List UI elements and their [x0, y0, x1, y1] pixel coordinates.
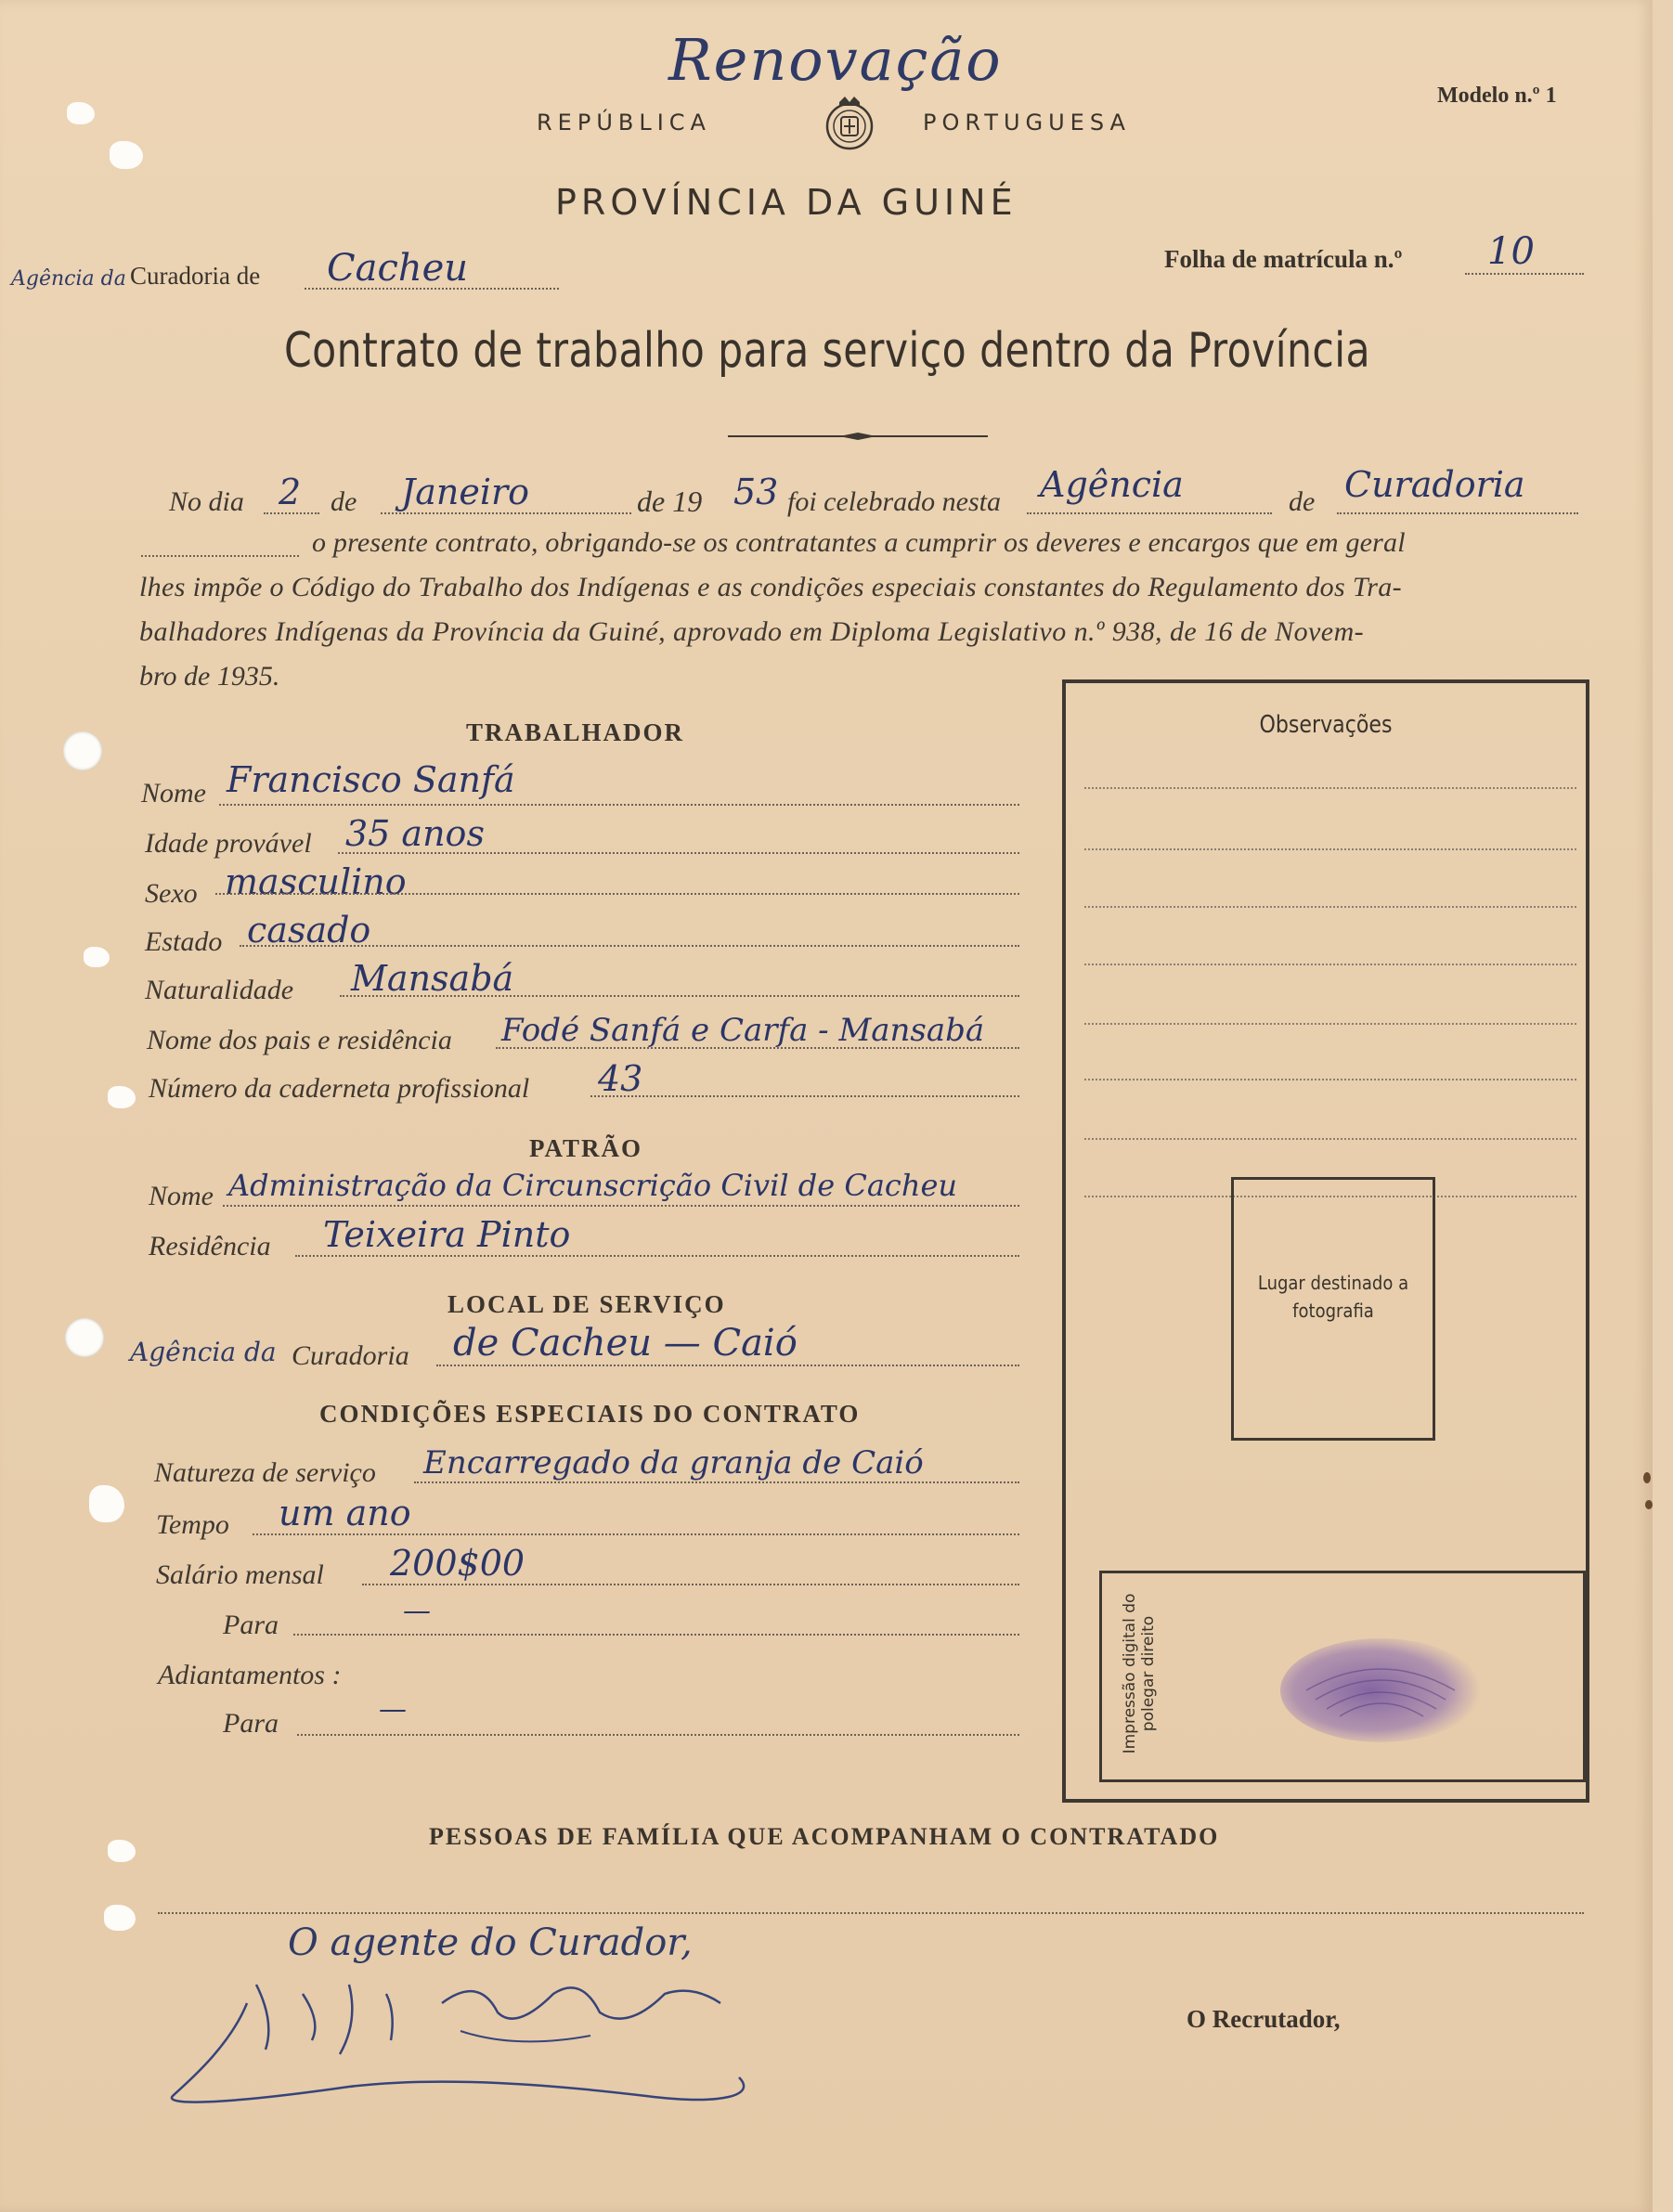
handwritten-signature [163, 1966, 850, 2115]
coat-of-arms-icon [821, 93, 878, 154]
paper-speck [1643, 1472, 1651, 1483]
republic-left-text: REPÚBLICA [537, 110, 711, 136]
field-label: Nome [149, 1181, 214, 1211]
paper-tear [110, 141, 143, 169]
intro-de-year: de 19 [637, 485, 703, 518]
paper-tear [108, 1086, 136, 1108]
field-label: Adiantamentos : [158, 1660, 342, 1690]
intro-line5: bro de 1935. [139, 661, 280, 692]
agent-signature-caption: O agente do Curador, [288, 1921, 693, 1964]
field-value: 43 [598, 1058, 643, 1099]
intro-place: Agência [1040, 464, 1184, 505]
field-value: — [379, 1693, 407, 1726]
field-label: Tempo [156, 1509, 229, 1540]
punch-hole [63, 731, 102, 770]
province-title: PROVÍNCIA DA GUINÉ [555, 182, 1018, 223]
thumbprint-box [1099, 1571, 1586, 1782]
field-label: Naturalidade [145, 975, 294, 1005]
field-value: casado [247, 910, 371, 951]
field-label: Idade provável [145, 828, 312, 859]
intro-place2: Curadoria [1344, 464, 1525, 505]
curadoria-value: Cacheu [327, 247, 469, 290]
intro-celebrado: foi celebrado nesta [787, 486, 1001, 517]
paper-tear [108, 1840, 136, 1862]
local-value: de Cacheu — Caió [453, 1322, 798, 1365]
field-value: masculino [225, 861, 407, 902]
title-ornament [728, 429, 988, 438]
field-label: Estado [145, 926, 223, 957]
field-label: Natureza de serviço [154, 1457, 376, 1488]
condicoes-heading: CONDIÇÕES ESPECIAIS DO CONTRATO [319, 1400, 861, 1428]
intro-de1: de [331, 486, 357, 517]
paper-speck [1645, 1500, 1653, 1509]
folha-value: 10 [1487, 230, 1535, 273]
curadoria-label: Curadoria de [130, 262, 261, 290]
paper-tear [84, 947, 110, 967]
familia-heading: PESSOAS DE FAMÍLIA QUE ACOMPANHAM O CONTRATADO [429, 1823, 1220, 1850]
photo-box [1231, 1177, 1435, 1441]
photo-label: Lugar destinado a fotografia [1257, 1272, 1409, 1322]
folha-label: Folha de matrícula n.º [1164, 245, 1403, 273]
field-label: Residência [149, 1231, 271, 1261]
field-value: Mansabá [351, 958, 514, 999]
local-prefix-hand: Agência da [130, 1337, 277, 1367]
field-label: Para [223, 1610, 279, 1640]
thumbprint-mark [1278, 1629, 1501, 1750]
field-label: Número da caderneta profissional [149, 1073, 530, 1104]
local-label: Curadoria [292, 1340, 409, 1371]
field-value: 200$00 [390, 1543, 525, 1584]
intro-month: Janeiro [401, 472, 530, 512]
paper-tear [89, 1485, 124, 1522]
observacoes-box [1062, 679, 1589, 1803]
intro-line3: lhes impõe o Código do Trabalho dos Indígenas e as condições especiais constantes do Regulamento dos Tra- [139, 572, 1402, 602]
model-number: Modelo n.º 1 [1437, 84, 1557, 108]
local-heading: LOCAL DE SERVIÇO [447, 1290, 726, 1318]
paper-tear [104, 1905, 136, 1931]
intro-day: 2 [279, 472, 302, 512]
trabalhador-heading: TRABALHADOR [466, 718, 685, 746]
field-value: Encarregado da granja de Caió [423, 1444, 924, 1481]
field-value: — [403, 1595, 431, 1627]
intro-year: 53 [733, 472, 779, 512]
intro-line2: o presente contrato, obrigando-se os contratantes a cumprir os deveres e encargos que em geral [312, 527, 1406, 558]
field-value: Teixeira Pinto [323, 1214, 571, 1255]
observacoes-heading: Observações [1259, 711, 1393, 739]
paper-tear [67, 102, 95, 124]
field-label: Salário mensal [156, 1559, 324, 1590]
patrao-heading: PATRÃO [529, 1134, 642, 1162]
field-value: um ano [279, 1493, 411, 1533]
intro-line4: balhadores Indígenas da Província da Guiné, aprovado em Diploma Legislativo n.º 938, de 16 de Novem- [139, 616, 1365, 647]
renewal-annotation: Renovação [668, 26, 1003, 94]
curadoria-prefix-hand: Agência da [11, 267, 126, 291]
field-value: Francisco Sanfá [227, 759, 515, 800]
republic-right-text: PORTUGUESA [923, 110, 1131, 136]
field-value: Administração da Circunscrição Civil de Cacheu [228, 1168, 957, 1203]
recrutador-label: O Recrutador, [1187, 2005, 1341, 2033]
contract-title: Contrato de trabalho para serviço dentro da Província [284, 323, 1371, 379]
field-label: Para [223, 1708, 279, 1739]
intro-no-dia: No dia [169, 486, 244, 517]
field-value: 35 anos [345, 813, 485, 854]
punch-hole [65, 1318, 104, 1357]
field-value: Fodé Sanfá e Carfa - Mansabá [501, 1012, 985, 1049]
field-label: Nome dos pais e residência [147, 1025, 452, 1055]
field-label: Nome [141, 778, 206, 808]
field-label: Sexo [145, 878, 198, 909]
intro-de2: de [1289, 486, 1316, 517]
thumbprint-label: Impressão digital do polegar direito [1121, 1593, 1158, 1754]
